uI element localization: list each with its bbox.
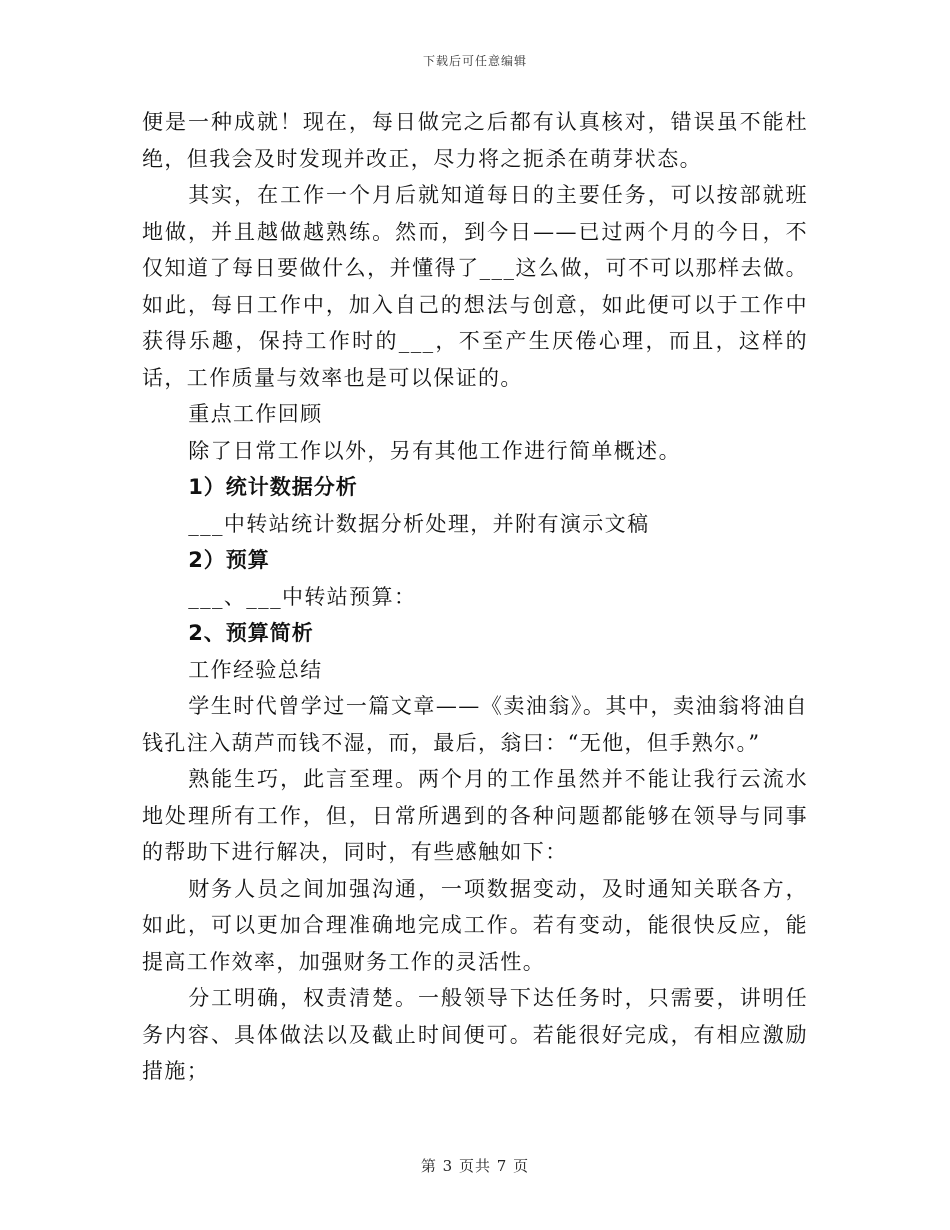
document-body (142, 104, 808, 1090)
subheading-statistics: 1）统计数据分析 (188, 475, 358, 499)
paragraph-7: 熟能生巧，此言至理。两个月的工作虽然并不能让我行云流水地处理所有工作，但，日常所遇到的各种问题都能够在领导与同事的帮助下进行解决，同时，有些感触如下： (142, 767, 808, 864)
paragraph-4: ___中转站统计数据分析处理，并附有演示文稿 (188, 511, 650, 536)
subheading-budget: 2）预算 (188, 548, 270, 572)
paragraph-5: ___、___中转站预算： (188, 584, 417, 609)
paragraph-9: 分工明确，权责清楚。一般领导下达任务时，只需要，讲明任务内容、具体做法以及截止时间便可。若能很好完成，有相应激励措施； (142, 986, 808, 1083)
page-footer: 第 3 页共 7 页 (420, 1157, 530, 1175)
page-header: 下载后可任意编辑 (422, 54, 527, 68)
subheading-budget-analysis: 2、预算简析 (188, 621, 314, 645)
section-heading-experience: 工作经验总结 (188, 657, 323, 682)
paragraph-1: 便是一种成就！现在，每日做完之后都有认真核对，错误虽不能杜绝，但我会及时发现并改正，尽力将之扼杀在萌芽状态。 (142, 110, 808, 171)
paragraph-2: 其实，在工作一个月后就知道每日的主要任务，可以按部就班地做，并且越做越熟练。然而，到今日——已过两个月的今日，不仅知道了每日要做什么，并懂得了___这么做，可不可以那样去做。如此，每日工作中，加入自己的想法与创意，如此便可以于工作中获得乐趣，保持工作时的___，不至产生厌倦心理，而且，这样的话，工作质量与效率也是可以保证的。 (142, 183, 808, 390)
paragraph-6: 学生时代曾学过一篇文章——《卖油翁》。其中，卖油翁将油自钱孔注入葫芦而钱不湿，而，最后，翁曰：“无他，但手熟尔。” (142, 694, 808, 755)
paragraph-8: 财务人员之间加强沟通，一项数据变动，及时通知关联各方，如此，可以更加合理准确地完成工作。若有变动，能很快反应，能提高工作效率，加强财务工作的灵活性。 (142, 876, 808, 974)
section-heading-review: 重点工作回顾 (188, 402, 323, 426)
paragraph-3: 除了日常工作以外，另有其他工作进行简单概述。 (188, 438, 681, 463)
